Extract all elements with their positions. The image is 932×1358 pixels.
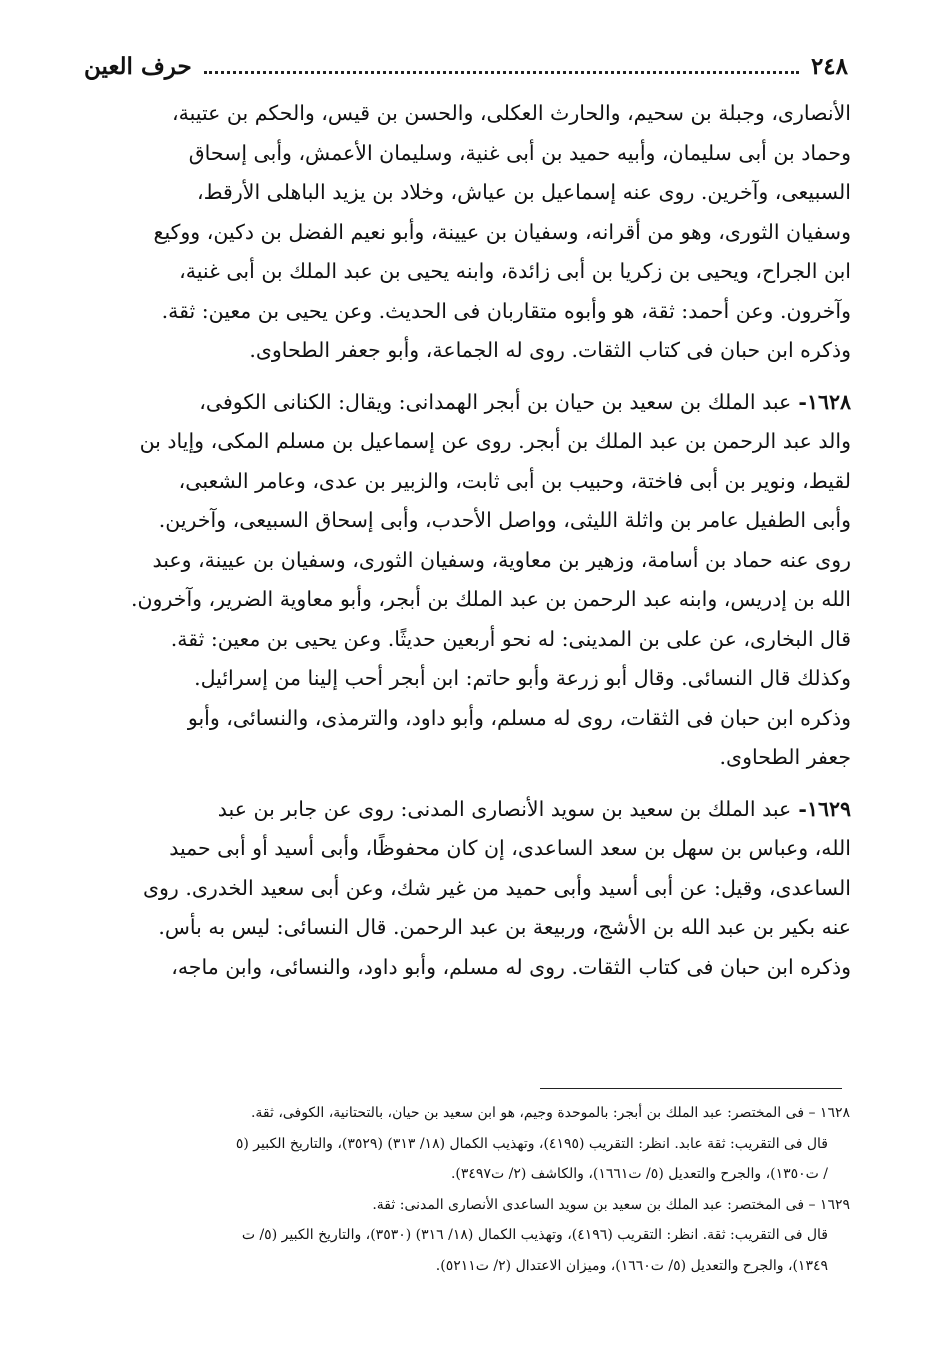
header-dotted-leader [204,71,799,74]
entry-1628 [78,383,851,778]
footnotes [82,1098,850,1281]
footnote-separator [540,1088,842,1089]
continuation-paragraph: الأنصارى، وجبلة بن سحيم، والحارث العكلى، والحسن بن قيس، والحكم بن عتيبة، وحماد بن أبى سليمان، وأبيه حميد بن أبى غنية، وسليمان الأعمش، وأبى إسحاق السبيعى، وآخرين. روى عنه إسماعيل بن عياش، وخلاد بن يزيد الباهلى الأرقط، وسفيان الثورى، وهو من أقرانه، وسفيان بن عيينة، وأبو نعيم الفضل بن دكين، ووكيع ابن الجراح، ويحيى بن زكريا بن أبى زائدة، وابنه يحيى بن عبد الملك بن أبى غنية، وآخرون. وعن أحمد: ثقة، هو وأبوه متقاربان فى الحديث. وعن يحيى بن معين: ثقة. وذكره ابن حبان فى كتاب الثقات. روى له الجماعة، وأبو جعفر الطحاوى. [153,101,851,362]
entry-number: ١٦٢٨- [791,389,851,414]
footnote-1628-summary: ١٦٢٨ – فى المختصر: عبد الملك بن أبجر: بالموحدة وجيم، هو ابن سعيد بن حيان، بالتحتانية، الكوفى، ثقة. [250,1105,850,1121]
footnote-1629-summary: ١٦٢٩ – فى المختصر: عبد الملك بن سعيد بن سويد الساعدى الأنصارى المدنى: ثقة. [372,1196,850,1213]
footnote-1628-sources: قال فى التقريب: ثقة عابد. انظر: التقريب (٤١٩٥)، وتهذيب الكمال (١٨/ ٣١٣) (٣٥٢٩)، والتاريخ الكبير (٥ / ت١٣٥٠)، والجرح والتعديل (٥/ ت١٦٦١)، والكاشف (٢/ ت٣٤٩٧). [235,1135,828,1182]
page-number: ٢٤٨ [810,52,848,80]
entry-text: عبد الملك بن سعيد بن حيان بن أبجر الهمدانى: ويقال: الكنانى الكوفى، والد عبد الرحمن بن عبد الملك بن أبجر. روى عن إسماعيل بن مسلم المكى، وإياد بن لقيط، ونوير بن أبى فاختة، وحبيب بن أبى ثابت، والزبير بن عدى، وعامر الشعبى، وأبى الطفيل عامر بن واثلة الليثى، وواصل الأحدب، وأبى إسحاق السبيعى، وآخرين. روى عنه حماد بن أسامة، وزهير بن معاوية، وسفيان الثورى، وسفيان بن عيينة، وعبد الله بن إدريس، وابنه عبد الرحمن بن عبد الملك بن أبجر، وأبو معاوية الضرير، وآخرون. قال البخارى، عن على بن المدينى: له نحو أربعين حديثًا. وعن يحيى بن معين: ثقة. وكذلك قال النسائى. وقال أبو زرعة وأبو حاتم: ابن أبجر أحب إلينا من إسرائيل. وذكره ابن حبان فى الثقات، روى له مسلم، وأبو داود، والترمذى، والنسائى، وأبو جعفر الطحاوى. [130,389,851,769]
entry-1629 [78,790,851,988]
main-text [78,94,851,999]
entry-number: ١٦٢٩- [791,796,851,821]
page-header [84,46,848,86]
chapter-title: حرف العين [84,52,192,80]
entry-text: عبد الملك بن سعيد بن سويد الأنصارى المدنى: روى عن جابر بن عبد الله، وعباس بن سهل بن سعد الساعدى، إن كان محفوظًا، وأبى أسيد أو أبى حميد الساعدى، وقيل: عن أبى أسيد وأبى حميد من غير شك، وعن أبى سعيد الخدرى. روى عنه بكير بن عبد الله بن الأشج، وربيعة بن عبد الرحمن. قال النسائى: ليس به بأس. وذكره ابن حبان فى كتاب الثقات. روى له مسلم، وأبو داود، والنسائى، وابن ماجه، [142,796,851,979]
footnote-1629-sources: قال فى التقريب: ثقة. انظر: التقريب (٤١٩٦)، وتهذيب الكمال (١٨/ ٣١٦) (٣٥٣٠)، والتاريخ الكبير (٥/ ت ١٣٤٩)، والجرح والتعديل (٥/ ت١٦٦٠)، وميزان الاعتدال (٢/ ت٥٢١١). [241,1227,828,1274]
